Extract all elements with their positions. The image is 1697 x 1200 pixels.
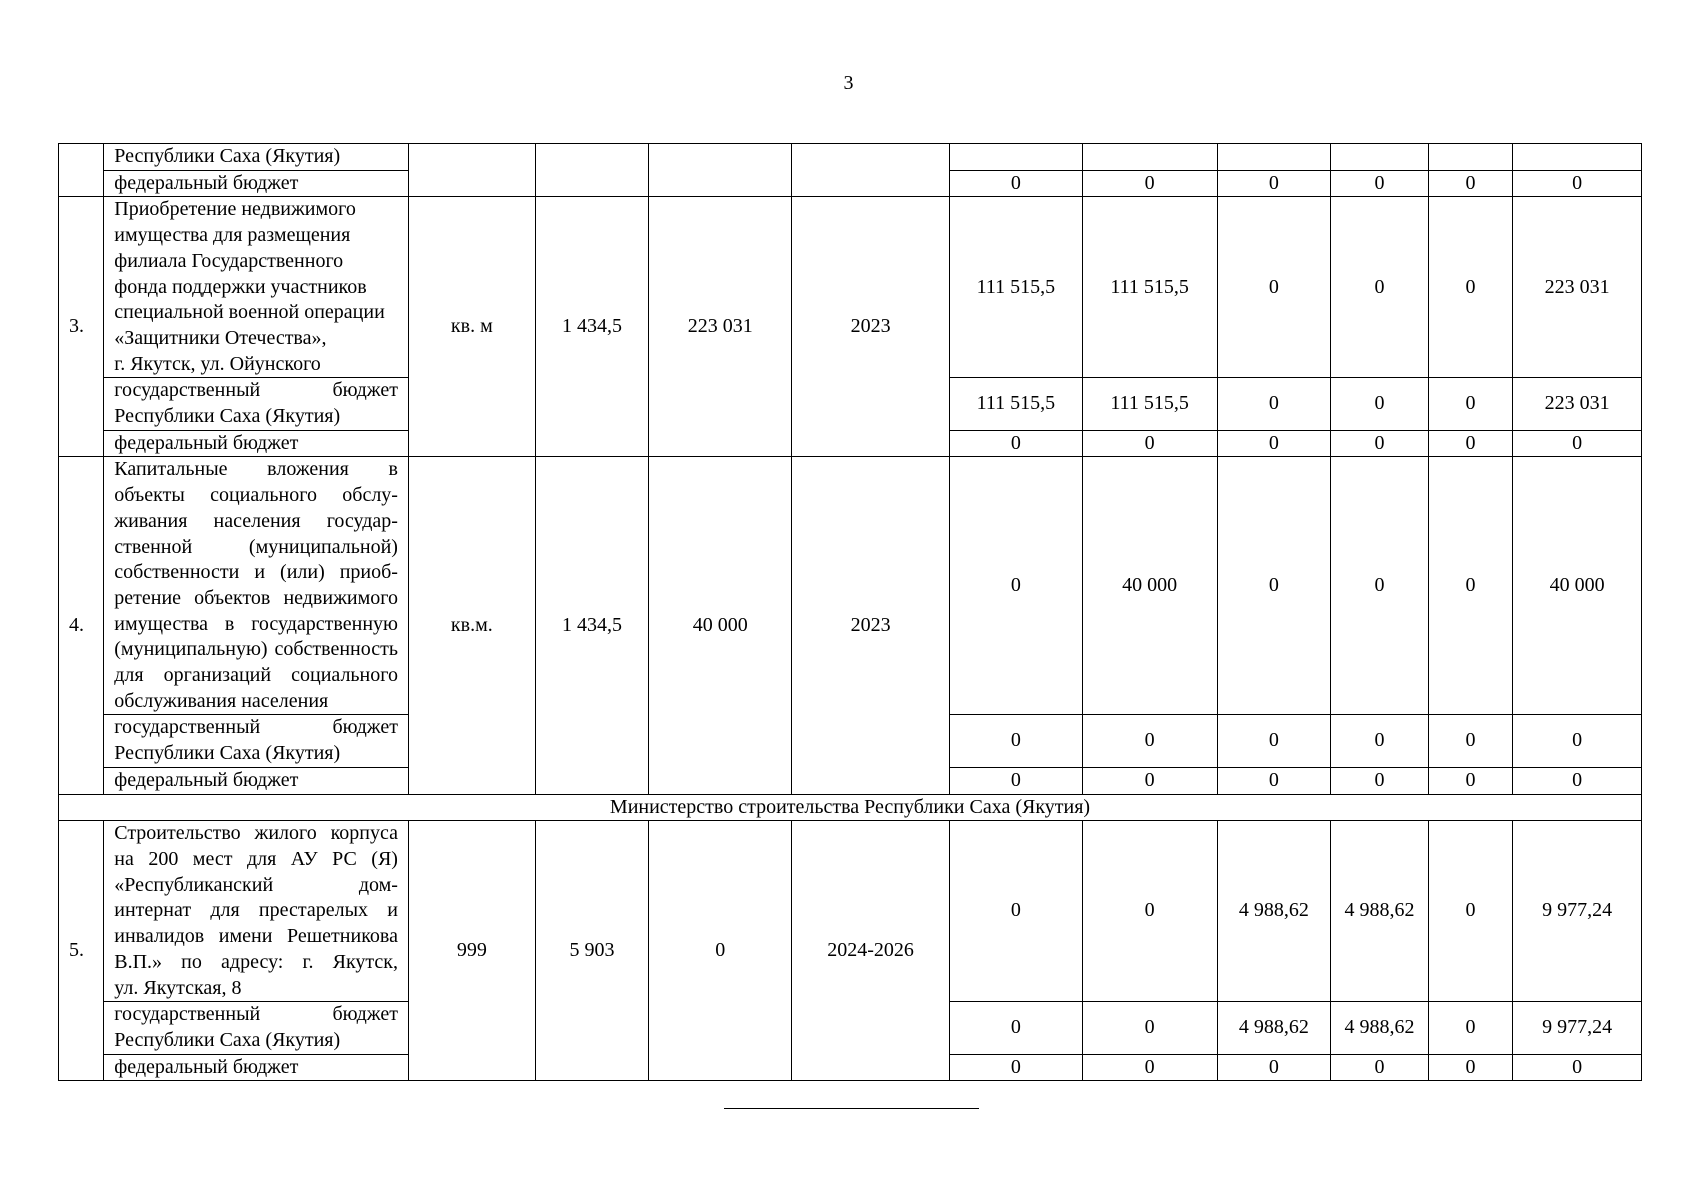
value-cell: 0 bbox=[1428, 430, 1512, 457]
item-title: Приобретение недвижимого имущества для размещения филиала Государственного фонда поддержки участников специальной военной операции «Защитники Отечества», г. Якутск, ул. Ойунского bbox=[104, 197, 409, 378]
value-cell: 0 bbox=[1428, 821, 1512, 1002]
item-number: 3. bbox=[59, 197, 104, 457]
value-cell: 0 bbox=[1217, 767, 1331, 794]
value-cell: 0 bbox=[1428, 457, 1512, 715]
value-cell: 0 bbox=[1428, 170, 1512, 197]
value-cell: 0 bbox=[950, 1054, 1083, 1081]
value-cell: 0 bbox=[1082, 715, 1217, 767]
item-title: Капитальные вложения в объекты социального обслу- живания населения государ- ственной (муниципальной) собственности и (или) приоб- ретение объектов недвижимого имущества в государственную (муниципальную) собственность для организаций социального обслуживания населения bbox=[104, 457, 409, 715]
value-cell: 0 bbox=[1513, 430, 1642, 457]
value-cell: 0 bbox=[1331, 1054, 1429, 1081]
period-cell: 2023 bbox=[792, 457, 950, 794]
value-cell: 0 bbox=[1217, 170, 1331, 197]
value-cell: 0 bbox=[950, 821, 1083, 1002]
value-cell: 4 988,62 bbox=[1217, 1002, 1331, 1054]
value-cell: 223 031 bbox=[1513, 378, 1642, 430]
value-cell: 0 bbox=[1217, 1054, 1331, 1081]
page-number: 3 bbox=[843, 72, 854, 94]
unit-cell: кв. м bbox=[408, 197, 535, 457]
capacity-cell: 1 434,5 bbox=[535, 197, 649, 457]
item-row bbox=[59, 197, 1642, 378]
value-cell: 0 bbox=[1428, 378, 1512, 430]
value-cell: 0 bbox=[1331, 170, 1429, 197]
footer-separator-line bbox=[724, 1108, 979, 1109]
value-cell: 0 bbox=[1428, 1054, 1512, 1081]
value-cell: 0 bbox=[1331, 197, 1429, 378]
value-cell: 0 bbox=[950, 430, 1083, 457]
row-label: федеральный бюджет bbox=[104, 170, 409, 197]
investment-table bbox=[58, 143, 1642, 1081]
value-cell: 0 bbox=[950, 715, 1083, 767]
value-cell: 0 bbox=[1331, 378, 1429, 430]
value-cell: 0 bbox=[1513, 715, 1642, 767]
value-cell: 0 bbox=[1428, 767, 1512, 794]
value-cell: 40 000 bbox=[1513, 457, 1642, 715]
cost-cell: 0 bbox=[649, 821, 792, 1081]
item-row bbox=[59, 457, 1642, 715]
federal-budget-label: федеральный бюджет bbox=[104, 430, 409, 457]
ministry-heading: Министерство строительства Республики Саха (Якутия) bbox=[59, 794, 1642, 821]
value-cell: 0 bbox=[1428, 1002, 1512, 1054]
value-cell: 111 515,5 bbox=[950, 197, 1083, 378]
period-cell: 2024-2026 bbox=[792, 821, 950, 1081]
value-cell: 0 bbox=[1331, 767, 1429, 794]
row-label: Республики Саха (Якутия) bbox=[104, 144, 409, 171]
value-cell: 0 bbox=[1082, 170, 1217, 197]
value-cell: 0 bbox=[1217, 430, 1331, 457]
value-cell: 9 977,24 bbox=[1513, 821, 1642, 1002]
value-cell: 223 031 bbox=[1513, 197, 1642, 378]
value-cell: 0 bbox=[1082, 767, 1217, 794]
item-title: Строительство жилого корпуса на 200 мест для АУ РС (Я) «Республиканский дом- интернат для престарелых и инвалидов имени Решетникова В.П.» по адресу: г. Якутск, ул. Якутская, 8 bbox=[104, 821, 409, 1002]
continuation-row-rsya bbox=[59, 144, 1642, 171]
federal-budget-label: федеральный бюджет bbox=[104, 1054, 409, 1081]
value-cell: 0 bbox=[1082, 1054, 1217, 1081]
value-cell: 0 bbox=[1513, 170, 1642, 197]
value-cell: 0 bbox=[1513, 767, 1642, 794]
item-number: 5. bbox=[59, 821, 104, 1081]
value-cell: 0 bbox=[1082, 430, 1217, 457]
num-cell-empty bbox=[59, 144, 104, 197]
value-cell: 0 bbox=[1331, 715, 1429, 767]
value-cell: 0 bbox=[1331, 457, 1429, 715]
capacity-cell: 5 903 bbox=[535, 821, 649, 1081]
value-cell: 0 bbox=[1428, 715, 1512, 767]
item-number: 4. bbox=[59, 457, 104, 794]
federal-budget-label: федеральный бюджет bbox=[104, 767, 409, 794]
value-cell: 4 988,62 bbox=[1217, 821, 1331, 1002]
value-cell: 9 977,24 bbox=[1513, 1002, 1642, 1054]
unit-cell: 999 bbox=[408, 821, 535, 1081]
value-cell: 111 515,5 bbox=[1082, 378, 1217, 430]
value-cell: 0 bbox=[1217, 715, 1331, 767]
value-cell: 0 bbox=[950, 1002, 1083, 1054]
ministry-heading-row bbox=[59, 794, 1642, 821]
value-cell: 0 bbox=[1082, 821, 1217, 1002]
value-cell: 0 bbox=[1428, 197, 1512, 378]
value-cell: 40 000 bbox=[1082, 457, 1217, 715]
value-cell: 111 515,5 bbox=[950, 378, 1083, 430]
value-cell: 0 bbox=[1217, 197, 1331, 378]
state-budget-label: государственный бюджет Республики Саха (Якутия) bbox=[104, 715, 409, 767]
value-cell: 0 bbox=[1331, 430, 1429, 457]
period-cell: 2023 bbox=[792, 197, 950, 457]
value-cell: 0 bbox=[1217, 378, 1331, 430]
value-cell: 0 bbox=[1217, 457, 1331, 715]
capacity-cell: 1 434,5 bbox=[535, 457, 649, 794]
value-cell: 111 515,5 bbox=[1082, 197, 1217, 378]
state-budget-label: государственный бюджет Республики Саха (Якутия) bbox=[104, 378, 409, 430]
value-cell: 4 988,62 bbox=[1331, 1002, 1429, 1054]
cost-cell: 40 000 bbox=[649, 457, 792, 794]
value-cell: 0 bbox=[950, 767, 1083, 794]
value-cell: 0 bbox=[950, 170, 1083, 197]
unit-cell: кв.м. bbox=[408, 457, 535, 794]
value-cell: 4 988,62 bbox=[1331, 821, 1429, 1002]
value-cell: 0 bbox=[1082, 1002, 1217, 1054]
cost-cell: 223 031 bbox=[649, 197, 792, 457]
state-budget-label: государственный бюджет Республики Саха (Якутия) bbox=[104, 1002, 409, 1054]
value-cell: 0 bbox=[950, 457, 1083, 715]
item-row bbox=[59, 821, 1642, 1002]
value-cell: 0 bbox=[1513, 1054, 1642, 1081]
